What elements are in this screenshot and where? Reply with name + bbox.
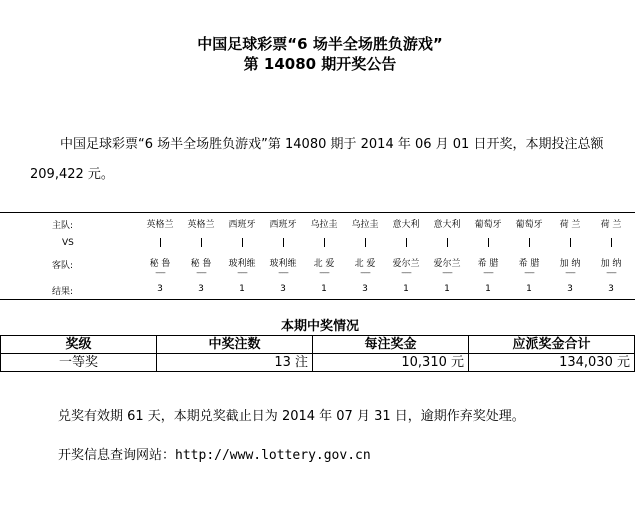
match-divider: ----- <box>606 268 616 277</box>
match-divider: ----- <box>237 268 247 277</box>
match-vs-bar <box>529 238 530 247</box>
issue-title: 第 14080 期开奖公告 <box>243 55 397 73</box>
match-divider: ----- <box>565 268 575 277</box>
match-home-team: 西班牙 <box>269 220 297 230</box>
match-divider: ----- <box>278 268 288 277</box>
match-home-team: 葡萄牙 <box>474 220 502 230</box>
match-away-team: 希 腊 <box>518 259 540 269</box>
match-divider: ----- <box>524 268 534 277</box>
match-result: 3 <box>567 284 573 294</box>
match-vs-bar <box>611 238 612 247</box>
match-home-team: 英格兰 <box>187 220 215 230</box>
away-label: 客队: <box>52 261 74 271</box>
website-label: 开奖信息查询网站： <box>58 448 176 463</box>
match-home-team: 乌拉圭 <box>310 220 338 230</box>
header-total: 应派奖金合计 <box>469 336 635 354</box>
match-result: 1 <box>485 284 491 294</box>
match-result: 1 <box>403 284 409 294</box>
match-home-team: 意大利 <box>433 220 461 230</box>
match-away-team: 玻利维 <box>269 259 297 269</box>
match-result: 3 <box>362 284 368 294</box>
match-home-team: 乌拉圭 <box>351 220 379 230</box>
website-link[interactable]: http://www.lottery.gov.cn <box>175 448 371 463</box>
intro-paragraph: 中国足球彩票“6 场半全场胜负游戏”第 14080 期于 2014 年 06 月 01 日开奖，本期投注总额 209,422 元。 <box>30 137 604 182</box>
match-vs-bar <box>488 238 489 247</box>
prize-level: 一等奖 <box>1 354 157 372</box>
match-home-team: 意大利 <box>392 220 420 230</box>
match-home-team: 葡萄牙 <box>515 220 543 230</box>
match-vs-bar <box>406 238 407 247</box>
match-away-team: 希 腊 <box>477 259 499 269</box>
prize-each: 10,310 元 <box>313 354 469 372</box>
match-vs-bar <box>570 238 571 247</box>
match-divider: ----- <box>155 268 165 277</box>
header-count: 中奖注数 <box>157 336 313 354</box>
match-away-team: 加 纳 <box>559 259 581 269</box>
match-result: 3 <box>608 284 614 294</box>
match-away-team: 玻利维 <box>228 259 256 269</box>
match-away-team: 北 爱 <box>354 259 376 269</box>
match-vs-bar <box>242 238 243 247</box>
announcement-title: 中国足球彩票“6 场半全场胜负游戏” <box>197 35 443 53</box>
match-vs-bar <box>365 238 366 247</box>
prize-row <box>1 354 635 372</box>
match-divider: ----- <box>442 268 452 277</box>
match-away-team: 加 纳 <box>600 259 622 269</box>
header-each: 每注奖金 <box>313 336 469 354</box>
match-vs-bar <box>201 238 202 247</box>
match-away-team: 秘 鲁 <box>149 259 171 269</box>
match-home-team: 西班牙 <box>228 220 256 230</box>
match-home-team: 荷 兰 <box>600 220 622 230</box>
match-vs-bar <box>283 238 284 247</box>
match-vs-bar <box>160 238 161 247</box>
match-result: 3 <box>157 284 163 294</box>
match-table <box>0 212 635 300</box>
prize-header-row <box>1 336 635 354</box>
prize-table <box>0 335 635 372</box>
validity-notice: 兑奖有效期 61 天，本期兑奖截止日为 2014 年 07 月 31 日，逾期作弃奖处理。 <box>58 409 525 424</box>
match-divider: ----- <box>401 268 411 277</box>
prize-count: 13 注 <box>157 354 313 372</box>
match-divider: ----- <box>483 268 493 277</box>
match-vs-bar <box>324 238 325 247</box>
header-level: 奖级 <box>1 336 157 354</box>
match-divider: ----- <box>319 268 329 277</box>
vs-label: VS <box>62 238 74 248</box>
website-line <box>58 444 371 463</box>
match-result: 3 <box>280 284 286 294</box>
match-result: 1 <box>444 284 450 294</box>
match-divider: ----- <box>196 268 206 277</box>
home-label: 主队: <box>52 221 74 231</box>
match-result: 1 <box>239 284 245 294</box>
match-vs-bar <box>447 238 448 247</box>
match-away-team: 秘 鲁 <box>190 259 212 269</box>
match-away-team: 爱尔兰 <box>433 259 461 269</box>
match-result: 1 <box>526 284 532 294</box>
match-away-team: 爱尔兰 <box>392 259 420 269</box>
match-result: 3 <box>198 284 204 294</box>
result-label: 结果: <box>52 287 74 297</box>
match-divider: ----- <box>360 268 370 277</box>
match-home-team: 荷 兰 <box>559 220 581 230</box>
match-home-team: 英格兰 <box>146 220 174 230</box>
prize-section-title: 本期中奖情况 <box>280 319 359 334</box>
prize-total: 134,030 元 <box>469 354 635 372</box>
match-away-team: 北 爱 <box>313 259 335 269</box>
match-result: 1 <box>321 284 327 294</box>
